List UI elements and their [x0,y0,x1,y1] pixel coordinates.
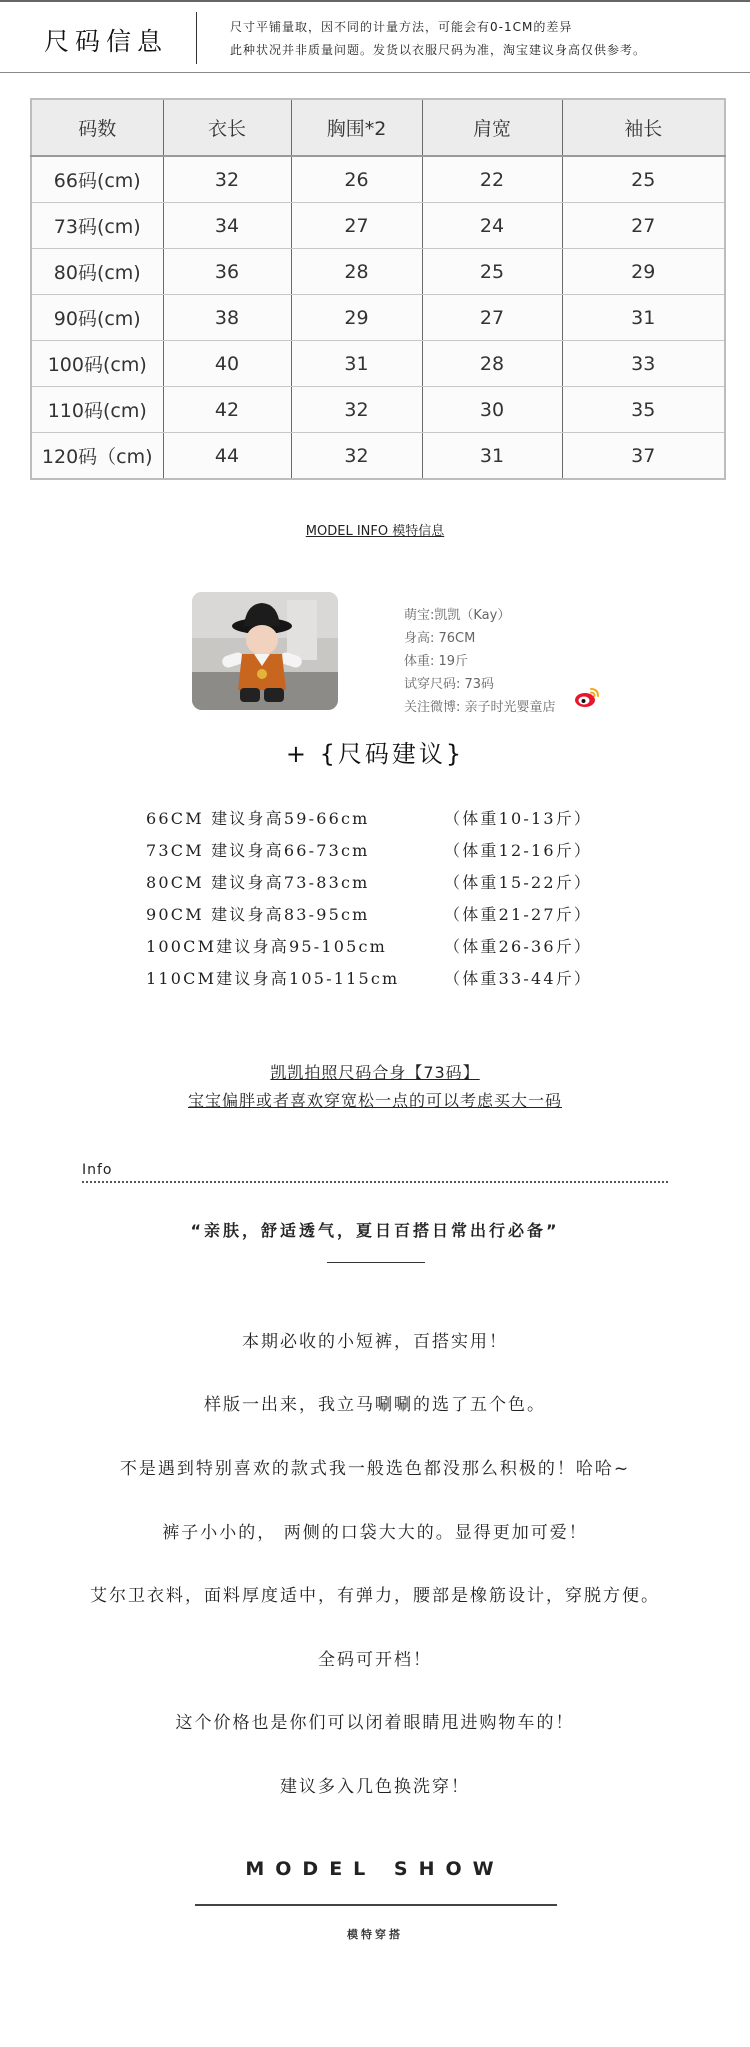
table-cell: 37 [631,444,656,467]
info-label: Info [82,1162,113,1178]
advice-size-row: 73CM 建议身高66-73cm [146,841,370,860]
model-show-title: MODEL SHOW [245,1858,505,1880]
header-divider [196,12,197,64]
table-row [31,341,725,387]
table-cell: 27 [422,295,562,341]
table-cell: 31 [562,295,725,341]
table-cell: 25 [562,156,725,203]
description-line: 全码可开档！ [318,1650,432,1670]
model-info-heading: MODEL INFO 模特信息 [305,524,445,539]
model-size-tried: 试穿尺码: 73码 [404,677,495,692]
table-cell: 33 [562,341,725,387]
advice-weight-row: （体重10-13斤） [444,809,593,828]
table-cell: 44 [163,433,291,480]
table-cell-size: 73码(cm) [31,203,163,249]
table-cell: 27 [291,203,422,249]
size-table-header-cell: 袖长 [562,99,725,156]
table-row [31,203,725,249]
table-cell: 36 [163,249,291,295]
table-cell: 42 [163,387,291,433]
advice-size-row: 80CM 建议身高73-83cm [146,873,370,892]
quote-underline [327,1262,425,1263]
size-table-header-cell: 胸围*2 [291,99,422,156]
advice-weight-row: （体重12-16斤） [444,841,593,860]
description-line: 本期必收的小短裤，百搭实用！ [242,1332,508,1352]
description-line: 裤子小小的， 两侧的口袋大大的。显得更加可爱！ [162,1523,588,1543]
weibo-icon[interactable] [574,686,600,708]
header-note-line-1: 尺寸平铺量取，因不同的计量方法，可能会有0-1CM的差异 [230,20,573,34]
size-advice-title: + {尺码建议} [285,740,465,768]
model-weight: 体重: 19斤 [404,654,469,669]
size-table [30,98,726,480]
advice-size-row: 66CM 建议身高59-66cm [146,809,370,828]
description-line: 不是遇到特别喜欢的款式我一般选色都没那么积极的！哈哈~ [119,1459,631,1479]
table-cell: 29 [562,249,725,295]
table-cell: 32 [291,387,422,433]
size-table-header-cell: 衣长 [163,99,291,156]
table-cell: 38 [163,295,291,341]
info-dotted-divider [82,1181,668,1183]
table-cell: 25 [422,249,562,295]
advice-size-row: 100CM建议身高95-105cm [146,937,388,956]
model-weibo: 关注微博: 亲子时光婴童店 [404,700,556,715]
table-cell: 28 [291,249,422,295]
size-table-header-cell: 码数 [31,99,163,156]
model-photo [192,592,338,710]
table-row [31,249,725,295]
model-show-subtitle: 模特穿搭 [347,1928,403,1941]
header-bottom-rule [0,72,750,73]
table-cell-size: 66码(cm) [31,156,163,203]
table-cell-size: 120码（cm) [31,433,163,480]
advice-size-row: 110CM建议身高105-115cm [146,969,400,988]
table-row [31,156,725,203]
table-cell: 26 [291,156,422,203]
table-cell: 34 [163,203,291,249]
table-row [31,433,725,480]
page-title: 尺码信息 [44,27,169,56]
table-cell: 24 [422,203,562,249]
table-cell: 22 [422,156,562,203]
table-cell: 29 [291,295,422,341]
description-line: 艾尔卫衣料，面料厚度适中，有弹力，腰部是橡筋设计，穿脱方便。 [90,1586,660,1606]
table-cell-size: 100码(cm) [31,341,163,387]
table-cell: 31 [422,433,562,480]
info-quote: “亲肤，舒适透气，夏日百搭日常出行必备” [190,1221,560,1240]
fit-note-line-2: 宝宝偏胖或者喜欢穿宽松一点的可以考虑买大一码 [187,1091,562,1110]
header-top-rule [0,0,750,2]
header-note-line-2: 此种状况并非质量问题。发货以衣服尺码为准，淘宝建议身高仅供参考。 [230,43,647,57]
table-row [31,387,725,433]
model-name: 萌宝:凯凯（Kay） [404,608,511,623]
advice-size-row: 90CM 建议身高83-95cm [146,905,370,924]
table-cell: 31 [291,341,422,387]
size-table-header-cell: 肩宽 [422,99,562,156]
table-cell-size: 80码(cm) [31,249,163,295]
description-line: 样版一出来，我立马唰唰的选了五个色。 [204,1395,546,1415]
table-cell: 30 [422,387,562,433]
advice-weight-row: （体重26-36斤） [444,937,593,956]
table-cell: 27 [562,203,725,249]
table-cell: 40 [163,341,291,387]
model-show-divider [195,1904,557,1906]
table-cell: 28 [422,341,562,387]
fit-note-line-1: 凯凯拍照尺码合身【73码】 [270,1063,480,1082]
advice-weight-row: （体重15-22斤） [444,873,593,892]
description-line: 这个价格也是你们可以闭着眼睛甩进购物车的！ [175,1713,575,1733]
table-cell: 32 [163,156,291,203]
table-cell: 32 [291,433,422,480]
table-cell-size: 90码(cm) [31,295,163,341]
description-line: 建议多入几色换洗穿！ [280,1777,470,1797]
table-cell-size: 110码(cm) [31,387,163,433]
advice-weight-row: （体重33-44斤） [444,969,593,988]
size-table-header-row [31,99,725,156]
table-row [31,295,725,341]
table-cell: 35 [562,387,725,433]
model-height: 身高: 76CM [404,631,476,646]
advice-weight-row: （体重21-27斤） [444,905,593,924]
